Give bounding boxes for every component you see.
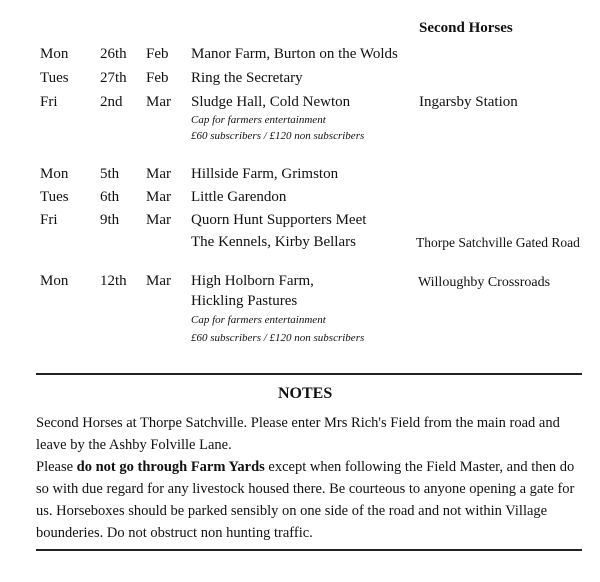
meet-note: Cap for farmers entertainment bbox=[191, 314, 326, 326]
meet-venue: Ring the Secretary bbox=[191, 70, 303, 86]
meet-second-horses: Willoughby Crossroads bbox=[418, 275, 551, 290]
notes-paragraph bbox=[36, 456, 584, 544]
bottom-divider bbox=[36, 549, 582, 551]
meet-venue: Sludge Hall, Cold Newton bbox=[191, 94, 351, 110]
meet-date: 2nd bbox=[100, 94, 123, 110]
second-horses-header: Second Horses bbox=[419, 20, 513, 36]
top-divider bbox=[36, 373, 582, 375]
meet-day: Tues bbox=[40, 189, 69, 205]
meet-month: Feb bbox=[146, 46, 169, 62]
meet-note: £60 subscribers / £120 non subscribers bbox=[191, 130, 365, 142]
meet-day: Mon bbox=[40, 46, 69, 62]
meet-second-horses: Thorpe Satchville Gated Road bbox=[416, 235, 580, 250]
meet-date: 12th bbox=[100, 273, 127, 289]
meet-venue: Quorn Hunt Supporters Meet bbox=[191, 212, 367, 228]
meet-day: Mon bbox=[40, 166, 69, 182]
meet-venue: Manor Farm, Burton on the Wolds bbox=[191, 46, 398, 62]
meet-date: 5th bbox=[100, 166, 120, 182]
meet-venue: High Holborn Farm, bbox=[191, 273, 314, 289]
meet-day: Mon bbox=[40, 273, 69, 289]
notes-text: Second Horses at Thorpe Satchville. Please enter Mrs Rich's Field from the main road and leave by the Ashby Folville Lane. bbox=[36, 415, 560, 453]
meet-venue: Hickling Pastures bbox=[191, 293, 298, 309]
meet-month: Mar bbox=[146, 94, 171, 110]
meet-date: 27th bbox=[100, 70, 127, 86]
meet-date: 26th bbox=[100, 46, 127, 62]
meet-note: Cap for farmers entertainment bbox=[191, 114, 326, 126]
notes-title: NOTES bbox=[278, 385, 333, 402]
notes-text: Please bbox=[36, 459, 77, 475]
meet-month: Mar bbox=[146, 273, 171, 289]
meet-venue: Hillside Farm, Grimston bbox=[191, 166, 339, 182]
meet-month: Feb bbox=[146, 70, 169, 86]
meet-month: Mar bbox=[146, 189, 171, 205]
meet-day: Tues bbox=[40, 70, 69, 86]
meet-second-horses: Ingarsby Station bbox=[419, 94, 518, 110]
meet-month: Mar bbox=[146, 166, 171, 182]
meet-date: 9th bbox=[100, 212, 120, 228]
meet-day: Fri bbox=[40, 94, 58, 110]
notes-emphasis: do not go through Farm Yards bbox=[76, 459, 265, 475]
meet-note: £60 subscribers / £120 non subscribers bbox=[191, 332, 365, 344]
meet-day: Fri bbox=[40, 212, 58, 228]
meet-venue: The Kennels, Kirby Bellars bbox=[191, 234, 356, 250]
meet-month: Mar bbox=[146, 212, 171, 228]
meet-date: 6th bbox=[100, 189, 120, 205]
notes-text: except when following the Field Master, and then do so with due regard for any livestock housed there. Be courteous to anyone opening a gate for us. Horseboxes should be parked sensibly on one side of the road and not within Village bounderies. Do not obstruct non hunting traffic. bbox=[36, 459, 575, 541]
notes-paragraph bbox=[36, 412, 584, 456]
meet-venue: Little Garendon bbox=[191, 189, 287, 205]
